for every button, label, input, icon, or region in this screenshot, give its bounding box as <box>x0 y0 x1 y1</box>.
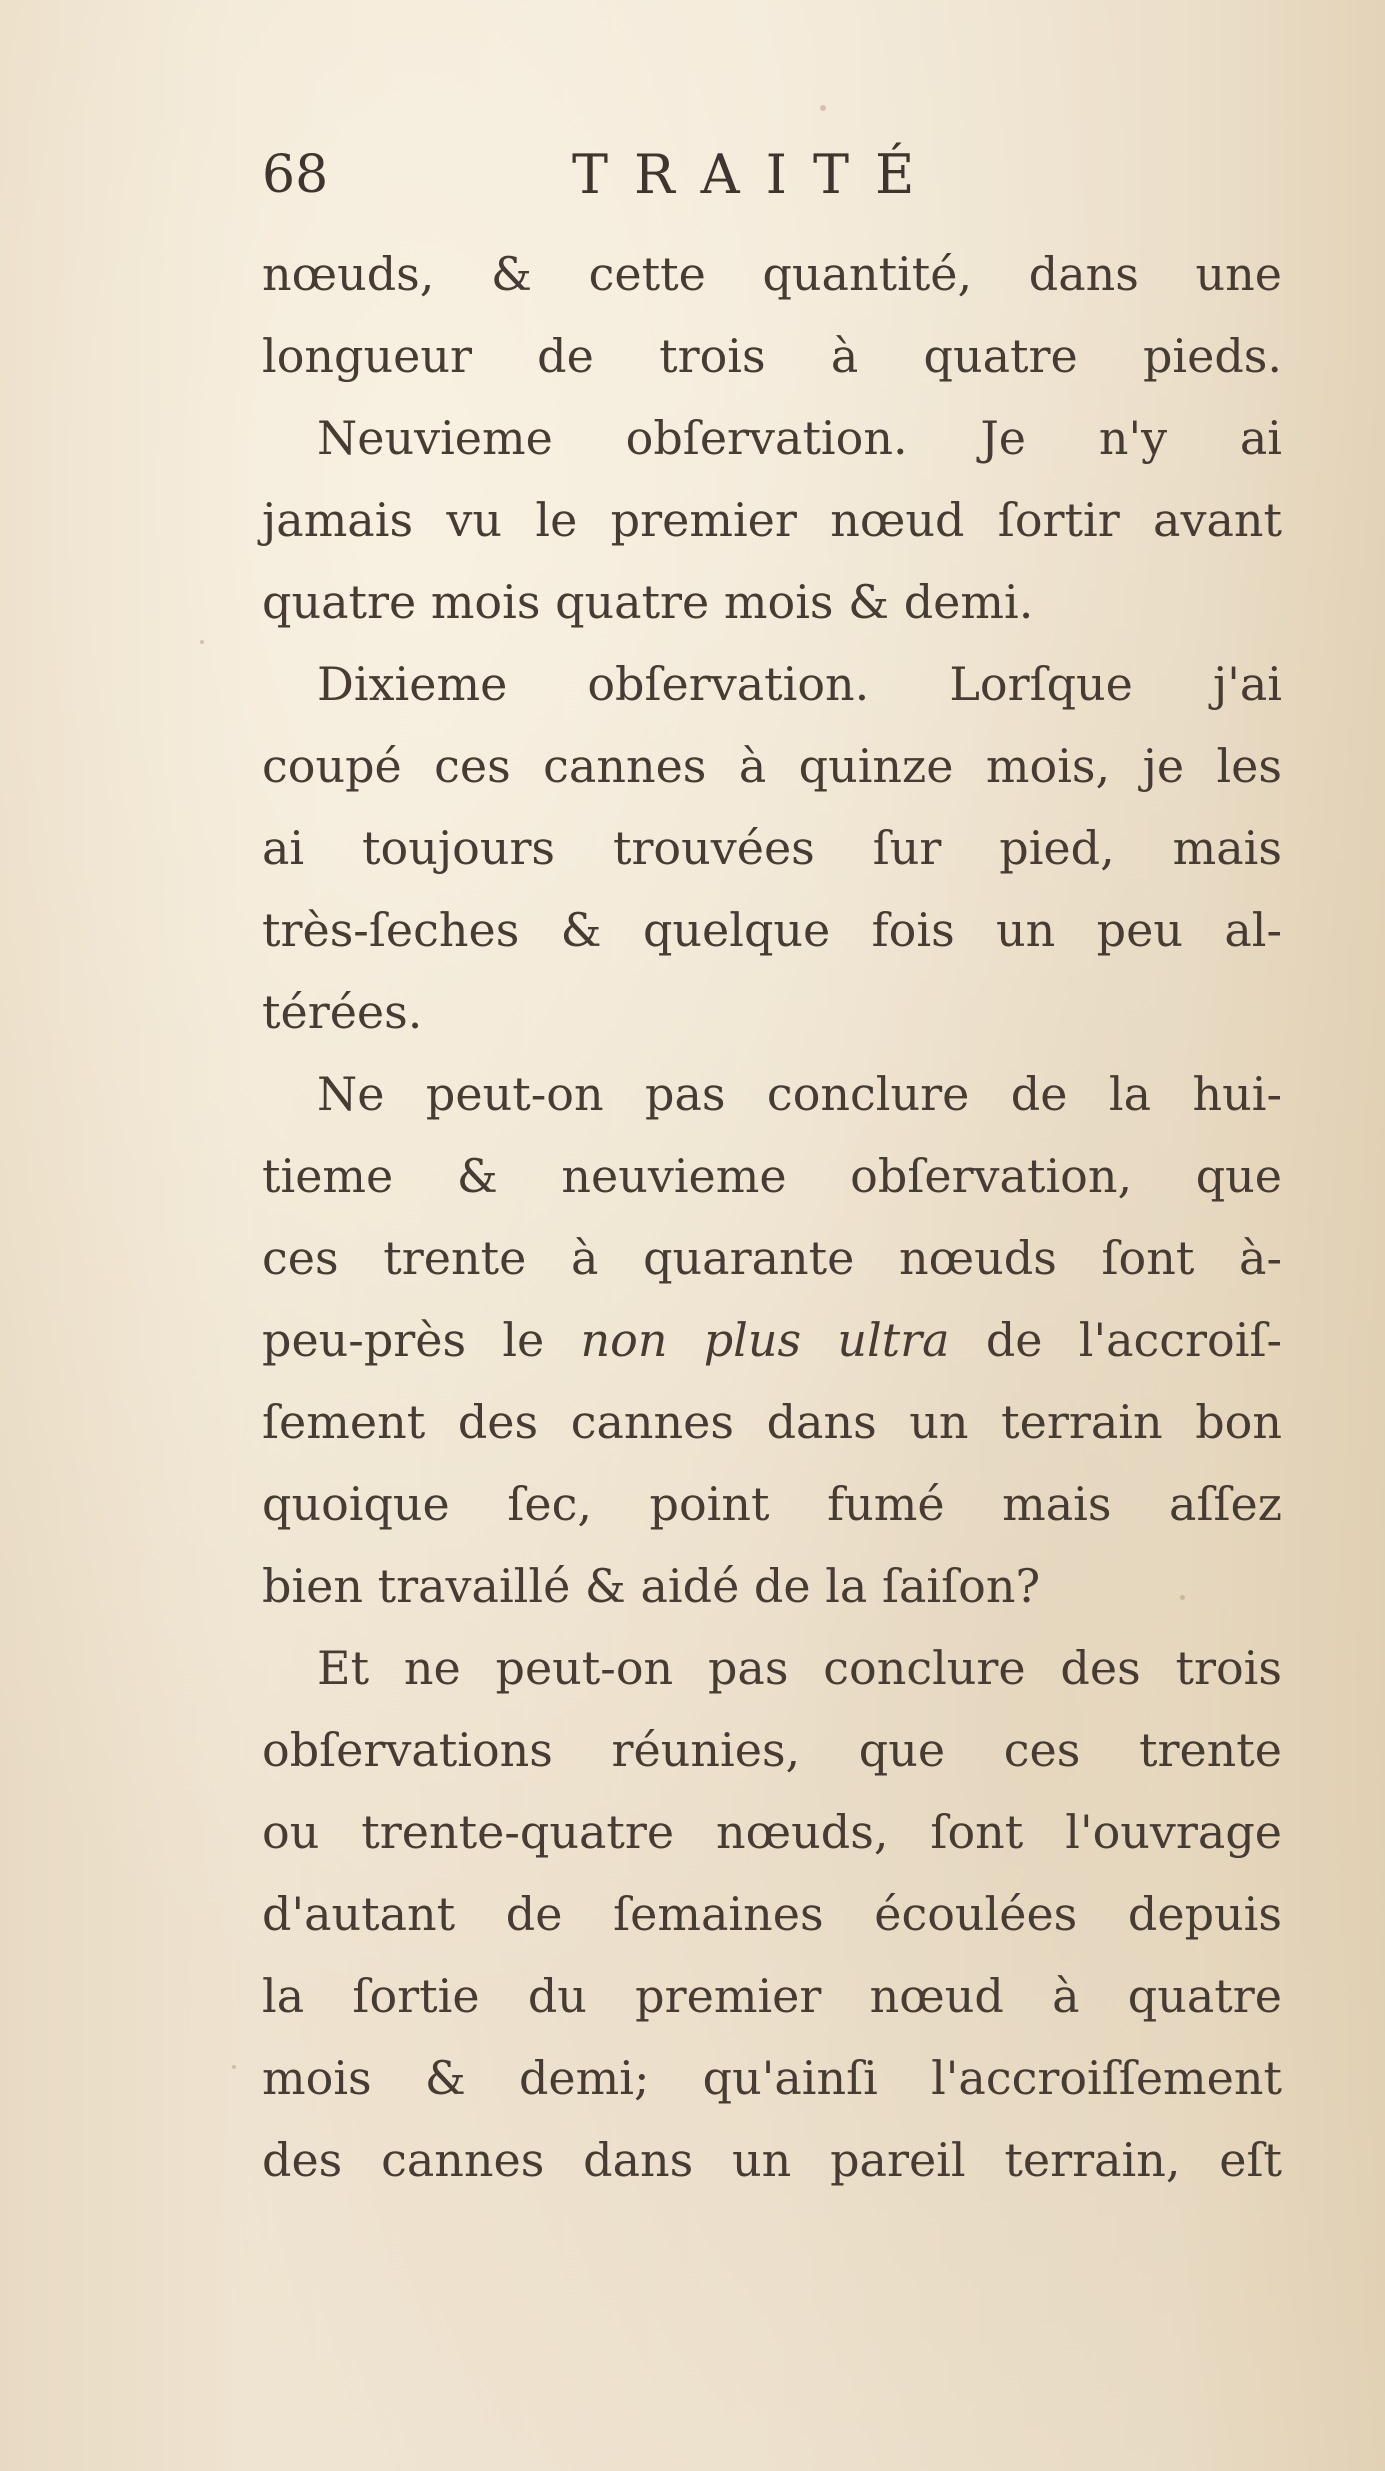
text-line: longueur de trois à quatre pieds. <box>262 329 1282 383</box>
text-line: Neuvieme obſervation. Je n'y ai <box>317 411 1282 465</box>
text-line: ces trente à quarante nœuds ſont à- <box>262 1231 1282 1285</box>
ink-spot <box>200 640 204 644</box>
text-line: très-ſeches & quelque fois un peu al- <box>262 903 1282 957</box>
text-line: coupé ces cannes à quinze mois, je les <box>262 739 1282 793</box>
text-line: la ſortie du premier nœud à quatre <box>262 1969 1282 2023</box>
text-segment: peu-près le <box>262 1313 545 1367</box>
text-line: mois & demi; qu'ainſi l'accroiſſement <box>262 2051 1282 2105</box>
text-line: ou trente-quatre nœuds, ſont l'ouvrage <box>262 1805 1282 1859</box>
text-line: quatre mois quatre mois & demi. <box>262 575 1034 629</box>
text-line: bien travaillé & aidé de la ſaiſon? <box>262 1559 1041 1613</box>
text-line: Ne peut-on pas conclure de la hui- <box>317 1067 1282 1121</box>
text-line: nœuds, & cette quantité, dans une <box>262 247 1282 301</box>
text-segment: de l'accroiſ- <box>985 1313 1283 1367</box>
running-header <box>262 140 1282 220</box>
text-line: tieme & neuvieme obſervation, que <box>262 1149 1282 1203</box>
text-line: térées. <box>262 985 423 1039</box>
text-line: d'autant de ſemaines écoulées depuis <box>262 1887 1282 1941</box>
text-line: obſervations réunies, que ces trente <box>262 1723 1282 1777</box>
italic-phrase: non plus ultra <box>580 1313 950 1367</box>
text-line: Dixieme obſervation. Lorſque j'ai <box>317 657 1282 711</box>
text-line <box>262 1299 1282 1381</box>
body-text <box>262 233 1282 2201</box>
page-number: 68 <box>262 145 329 205</box>
text-line: Et ne peut-on pas conclure des trois <box>317 1641 1282 1695</box>
ink-spot <box>820 105 826 111</box>
text-line: ſement des cannes dans un terrain bon <box>262 1395 1282 1449</box>
text-line: des cannes dans un pareil terrain, eſt <box>262 2133 1282 2187</box>
ink-spot <box>232 2065 236 2069</box>
text-line: jamais vu le premier nœud ſortir avant <box>262 493 1282 547</box>
running-title: TRAITÉ <box>572 143 941 206</box>
text-line: quoique ſec, point fumé mais aſſez <box>262 1477 1282 1531</box>
text-line: ai toujours trouvées ſur pied, mais <box>262 821 1282 875</box>
